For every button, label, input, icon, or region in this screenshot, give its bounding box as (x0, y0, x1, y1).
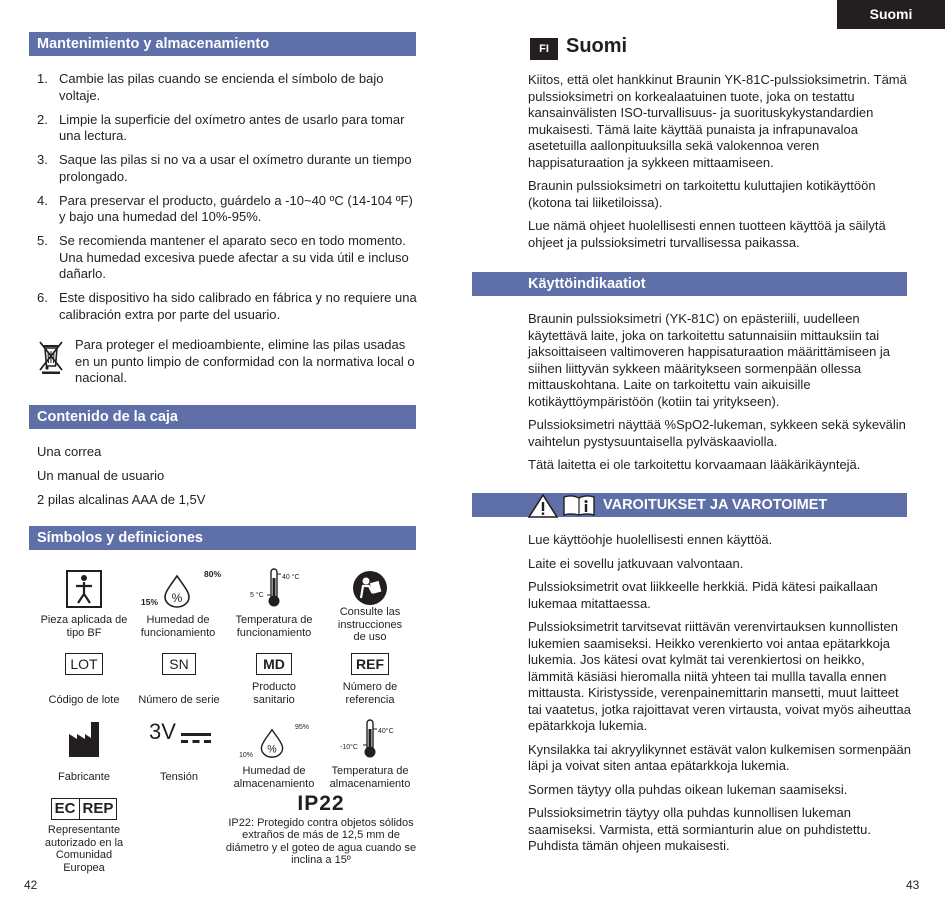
consult-manual-icon (352, 570, 388, 606)
thermometer-icon (362, 718, 378, 760)
humidity-icon (160, 574, 194, 608)
list-item: 3. Saque las pilas si no va a usar el oxímetro durante un tiempo prolongado. (37, 152, 412, 184)
ip22-icon: IP22 (297, 792, 345, 815)
thermometer-icon (266, 568, 282, 608)
section-header-symbols: Símbolos y definiciones (29, 526, 416, 550)
page-number-right: 43 (906, 878, 920, 892)
symbol-ip22: IP22 IP22: Protegido contra objetos sólidos extraños de más de 12,5 mm de diámetro y el goteo de agua cuando se inclina a 15º (223, 798, 419, 867)
section-header-warnings: VAROITUKSET JA VAROTOIMET (472, 493, 907, 517)
warnings-text: Lue käyttöohje huolellisesti ennen käyttöä. Laite ei sovellu jatkuvaan valvontaan. Pulssioksimetrit ovat liikkeelle herkkiä. Pidä kätesi paikallaan lukemaa mitattaessa. Pulssioksimetrit tarvitsevat riittävän verenvirtauksen kunnollisten lukemien saamiseksi. Heikko verenkierto voi antaa epätarkkoja lukemia. Jos kätesi ovat kylmät tai verenkiertosi on heikko, lämmitä käsiäsi hieromalla niitä yhteen tai mullla tavalla ennen mittausta. Kiristysside, verenpainemittarin mansetti, muut laitteet tai vaatetus, jotka rajoittavat veren virtausta, voivat myös aiheuttaa epätarkkoja lukemia. Kynsilakka tai akryylikynnet estävät valon kulkemisen sormenpään läpi ja voivat siten antaa epätarkkoja lukemia. Sormen täytyy olla puhdas oikean lukeman saamiseksi. Pulssioksimetrin täytyy olla puhdas kunnollisen lukeman saamiseksi. Varmista, että sormianturin alue on puhdistettu. Puhdista tämän ohjeen mukaisesti. (528, 532, 911, 853)
page-number-left: 42 (24, 878, 38, 892)
symbol-reference: REF Número de referencia (323, 653, 417, 706)
box-item: 2 pilas alcalinas AAA de 1,5V (37, 492, 206, 507)
symbol-serial: SN Número de serie (131, 653, 227, 707)
section-header-box-contents: Contenido de la caja (29, 405, 416, 429)
box-item: Un manual de usuario (37, 468, 165, 483)
weee-bin-icon (37, 340, 65, 374)
page-title: Suomi (566, 35, 628, 57)
symbol-medical-device: MD Producto sanitario (227, 653, 321, 706)
sn-box-icon: SN (162, 653, 195, 675)
info-manual-icon (562, 494, 596, 516)
lot-box-icon: LOT (65, 653, 102, 675)
svg-text:%: % (171, 591, 183, 605)
factory-icon (68, 720, 100, 758)
symbol-consult-instructions: Consulte las instrucciones de uso (323, 570, 417, 644)
weee-note: Para proteger el medioambiente, elimine las pilas usadas en un punto limpio de conformidad con la normativa local o nacional. (75, 337, 415, 385)
section-header-maintenance: Mantenimiento y almacenamiento (29, 32, 416, 56)
symbol-humidity-operation: % 80% 15% Humedad de funcionamiento (140, 569, 221, 639)
box-item: Una correa (37, 444, 102, 459)
list-item: 1. Cambie las pilas cuando se encienda el símbolo de bajo voltaje. (37, 71, 384, 103)
warning-triangle-icon (528, 494, 558, 518)
symbol-manufacturer: Fabricante (37, 720, 131, 784)
list-item: 2. Limpie la superficie del oxímetro antes de usarlo para tomar una lectura. (37, 111, 405, 143)
list-item: 4. Para preservar el producto, guárdelo a -10~40 ºC (14-104 ºF) y bajo una humedad del 10%-95%. (37, 192, 413, 224)
language-badge: FI (530, 38, 558, 60)
symbol-bf: Pieza aplicada de tipo BF (37, 570, 131, 639)
maintenance-list (37, 71, 417, 331)
symbol-temperature-operation: 40 °C 5 °C Temperatura de funcionamiento (227, 568, 321, 639)
intro-text: Kiitos, että olet hankkinut Braunin YK-81C-pulssioksimetrin. Tämä pulssioksimetri on korkealaatuinen tuote, joka on testattu kansainvälisten ISO-turvallisuus- ja suorituskykystandardien mukaisesti. Tämä laite käyttää punaista ja infrapunavaloa asetetuilla aallonpituuksilla sekä valokennoa veren happisaturaation ja sykkeen mittaamiseen. Braunin pulssioksimetri on tarkoitettu kuluttajien kotikäyttöön (kotona tai liiketiloissa). Lue nämä ohjeet huolellisesti ennen tuotteen käyttöä ja säilytä ohjeet ja pulssioksimetri turvallisessa paikassa. (528, 72, 907, 250)
list-item: 6. Este dispositivo ha sido calibrado en fábrica y no requiere una calibración extra por parte del usuario. (37, 290, 417, 322)
symbol-temperature-storage: 40°C -10°C Temperatura de almacenamiento (323, 718, 417, 790)
svg-text:%: % (267, 743, 277, 756)
humidity-icon (257, 728, 287, 758)
md-box-icon: MD (256, 653, 292, 675)
symbol-ec-rep: EC REP Representante autorizado en la Comunidad Europea (44, 800, 124, 874)
ref-box-icon: REF (351, 653, 389, 675)
language-tab: Suomi (837, 0, 945, 29)
indications-text: Braunin pulssioksimetri (YK-81C) on epästeriili, uudelleen käytettävä laite, joka on tarkoitettu satunnaisiin mittauksiin tai jaksoittaiseen valtimoveren happisaturaation määrittämiseen ja siihen liittyvän sykkeen määritykseen sormenpään ollessa mittauskohtana. Laite on tarkoitettu vain aikuisille kotikäyttöympäristöön (kotiin tai yritykseen). Pulssioksimetri näyttää %SpO2-lukeman, sykkeen sekä sykevälin vaihtelun pystysuuntaisella pylväskaaviolla. Tätä laitetta ei ole tarkoitettu korvaamaan lääkärikäyntejä. (528, 311, 906, 472)
ec-rep-box-icon: EC REP (51, 798, 118, 820)
voltage-3v-icon: 3V (149, 719, 176, 744)
symbol-humidity-storage: % 95% 10% Humedad de almacenamiento (233, 724, 315, 790)
dc-current-icon (181, 732, 211, 744)
symbol-voltage: 3V Tensión (131, 724, 227, 784)
list-item: 5. Se recomienda mantener el aparato seco en todo momento. Una humedad excesiva puede afectar a su vida útil e incluso dañarlo. (37, 233, 409, 281)
section-header-indications: Käyttöindikaatiot (472, 272, 907, 296)
bf-applied-part-icon (66, 570, 102, 608)
symbol-lot: LOT Código de lote (37, 653, 131, 707)
